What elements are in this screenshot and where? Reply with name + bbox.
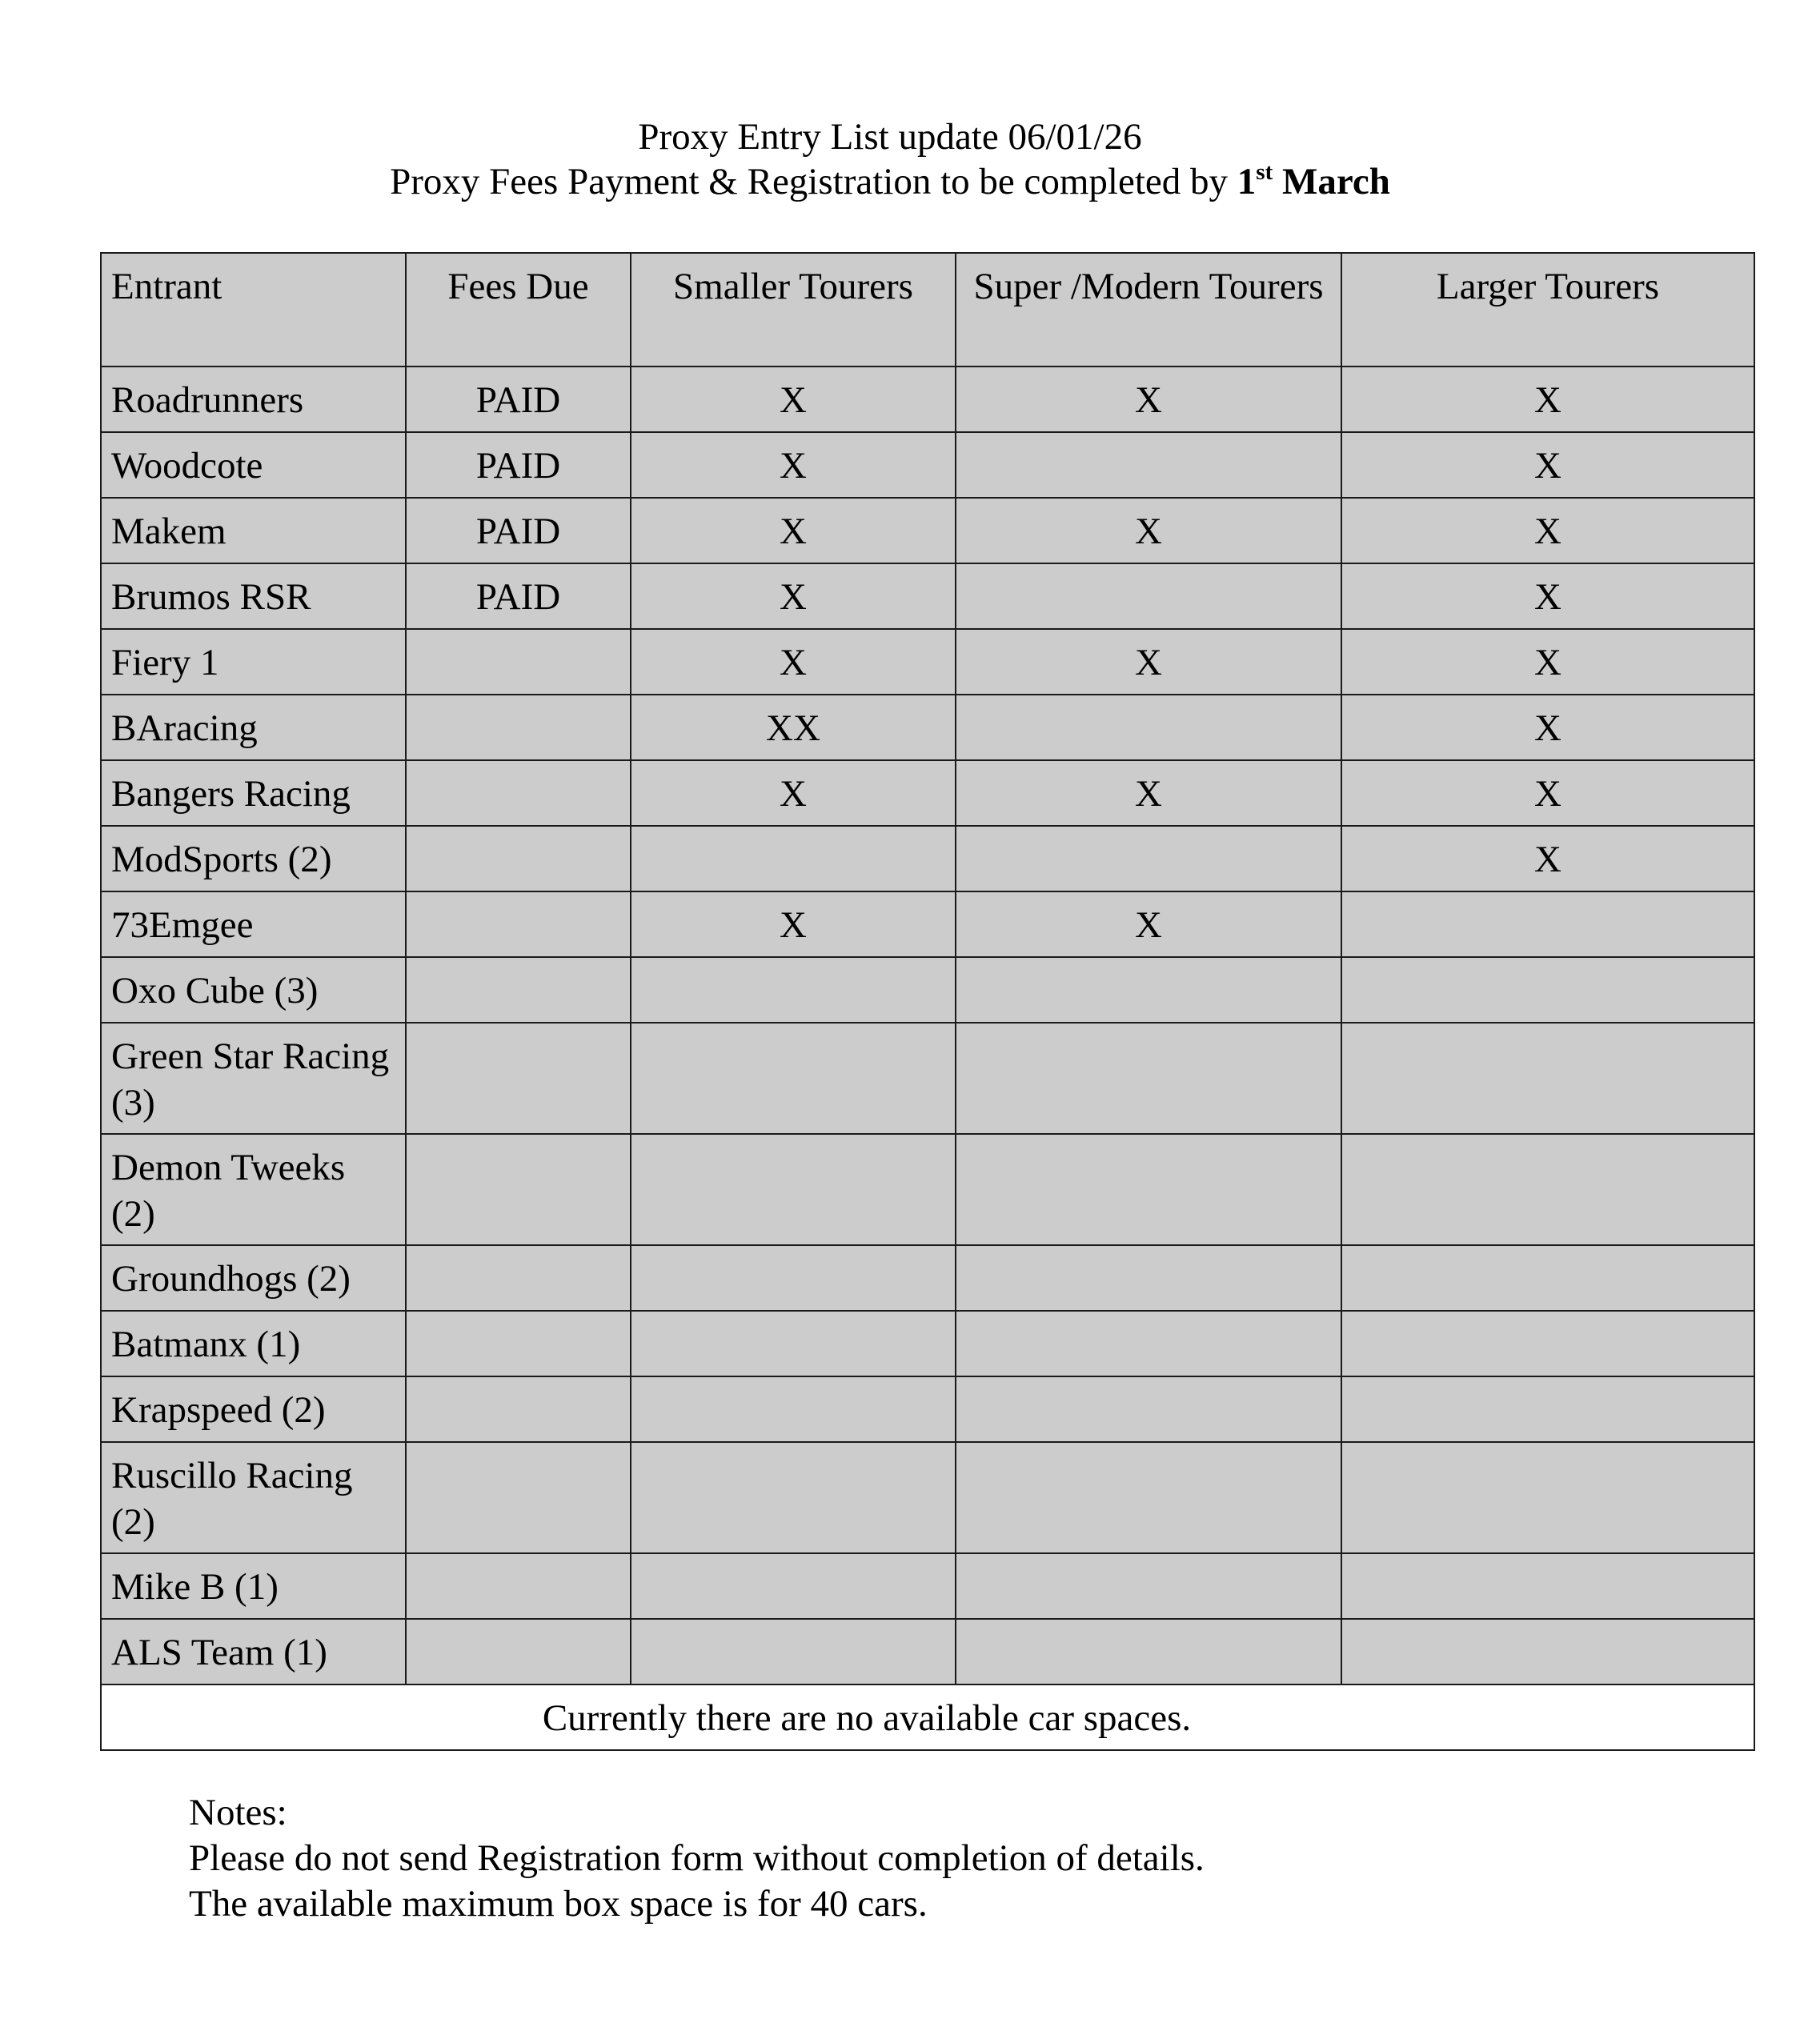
entrant-cell: Groundhogs (2) (101, 1245, 406, 1311)
entrant-cell: Oxo Cube (3) (101, 957, 406, 1023)
fees-due-cell: PAID (406, 367, 631, 432)
larger-tourers-cell (1341, 957, 1754, 1023)
super-modern-tourers-cell (956, 1553, 1341, 1619)
larger-tourers-cell: X (1341, 432, 1754, 498)
table-row (101, 1134, 1754, 1245)
entrant-cell: Ruscillo Racing (2) (101, 1442, 406, 1553)
fees-due-cell (406, 1311, 631, 1376)
table-row (101, 1245, 1754, 1311)
entrant-cell: Mike B (1) (101, 1553, 406, 1619)
super-modern-tourers-cell (956, 1442, 1341, 1553)
table-row (101, 629, 1754, 695)
column-header-super-modern-tourers: Super /Modern Tourers (956, 253, 1341, 367)
entrant-cell: BAracing (101, 695, 406, 760)
fees-due-cell (406, 1134, 631, 1245)
table-row (101, 1376, 1754, 1442)
availability-message (101, 1684, 1754, 1750)
fees-due-cell (406, 1023, 631, 1134)
entrant-cell: Green Star Racing (3) (101, 1023, 406, 1134)
larger-tourers-cell: X (1341, 826, 1754, 891)
smaller-tourers-cell: X (631, 563, 956, 629)
larger-tourers-cell (1341, 1311, 1754, 1376)
smaller-tourers-cell: XX (631, 695, 956, 760)
super-modern-tourers-cell (956, 1619, 1341, 1684)
smaller-tourers-cell (631, 1619, 956, 1684)
column-header-entrant: Entrant (101, 253, 406, 367)
table-row (101, 1023, 1754, 1134)
entrant-cell: Krapspeed (2) (101, 1376, 406, 1442)
notes-heading: Notes: (189, 1792, 287, 1833)
fees-due-cell (406, 1245, 631, 1311)
super-modern-tourers-cell: X (956, 367, 1341, 432)
larger-tourers-cell (1341, 1023, 1754, 1134)
entrant-cell: 73Emgee (101, 891, 406, 957)
super-modern-tourers-cell: X (956, 891, 1341, 957)
larger-tourers-cell (1341, 1553, 1754, 1619)
fees-due-cell (406, 1619, 631, 1684)
fees-due-cell (406, 957, 631, 1023)
column-header-larger-tourers: Larger Tourers (1341, 253, 1754, 367)
fees-due-cell: PAID (406, 563, 631, 629)
fees-due-cell (406, 695, 631, 760)
larger-tourers-cell (1341, 891, 1754, 957)
entrant-cell: Demon Tweeks (2) (101, 1134, 406, 1245)
smaller-tourers-cell (631, 1376, 956, 1442)
super-modern-tourers-cell (956, 432, 1341, 498)
entrant-cell: Roadrunners (101, 367, 406, 432)
larger-tourers-cell (1341, 1245, 1754, 1311)
smaller-tourers-cell: X (631, 891, 956, 957)
entrant-cell: ALS Team (1) (101, 1619, 406, 1684)
fees-due-cell (406, 629, 631, 695)
entrant-cell: ModSports (2) (101, 826, 406, 891)
super-modern-tourers-cell: X (956, 629, 1341, 695)
table-row (101, 432, 1754, 498)
note-line: Please do not send Registration form without completion of details. (189, 1837, 1205, 1879)
entrant-cell: Batmanx (1) (101, 1311, 406, 1376)
proxy-entry-table (100, 252, 1755, 1751)
larger-tourers-cell: X (1341, 760, 1754, 826)
entrant-cell: Woodcote (101, 432, 406, 498)
table-row (101, 1619, 1754, 1684)
availability-text: Currently there are no available car spaces. (542, 1697, 1192, 1739)
fees-due-cell (406, 760, 631, 826)
larger-tourers-cell (1341, 1442, 1754, 1553)
notes-section (189, 1790, 1205, 1927)
table-row (101, 1442, 1754, 1553)
note-line: The available maximum box space is for 40 cars. (189, 1883, 928, 1925)
column-header-fees-due: Fees Due (406, 253, 631, 367)
fees-due-cell (406, 1553, 631, 1619)
larger-tourers-cell: X (1341, 498, 1754, 563)
table-row (101, 760, 1754, 826)
table-footer-row (101, 1684, 1754, 1750)
fees-due-cell (406, 826, 631, 891)
smaller-tourers-cell (631, 1311, 956, 1376)
table-row (101, 367, 1754, 432)
entrant-cell: Makem (101, 498, 406, 563)
fees-due-cell: PAID (406, 498, 631, 563)
table-row (101, 1311, 1754, 1376)
smaller-tourers-cell (631, 1553, 956, 1619)
table-header-row (101, 253, 1754, 367)
table-row (101, 695, 1754, 760)
larger-tourers-cell (1341, 1619, 1754, 1684)
super-modern-tourers-cell (956, 957, 1341, 1023)
table-row (101, 957, 1754, 1023)
larger-tourers-cell: X (1341, 695, 1754, 760)
super-modern-tourers-cell (956, 1311, 1341, 1376)
fees-due-cell (406, 1442, 631, 1553)
smaller-tourers-cell (631, 1134, 956, 1245)
super-modern-tourers-cell (956, 1134, 1341, 1245)
table-row (101, 1553, 1754, 1619)
larger-tourers-cell: X (1341, 367, 1754, 432)
deadline-day-suffix: st (1256, 159, 1273, 185)
super-modern-tourers-cell (956, 563, 1341, 629)
larger-tourers-cell: X (1341, 563, 1754, 629)
entrant-cell: Fiery 1 (101, 629, 406, 695)
smaller-tourers-cell (631, 1442, 956, 1553)
table-row (101, 498, 1754, 563)
super-modern-tourers-cell (956, 1376, 1341, 1442)
deadline-subtitle (0, 159, 1800, 209)
smaller-tourers-cell (631, 1245, 956, 1311)
deadline-date (1237, 161, 1390, 202)
column-header-smaller-tourers: Smaller Tourers (631, 253, 956, 367)
entrant-cell: Brumos RSR (101, 563, 406, 629)
deadline-month: March (1273, 161, 1390, 202)
deadline-day: 1 (1237, 161, 1257, 202)
fees-due-cell: PAID (406, 432, 631, 498)
super-modern-tourers-cell (956, 826, 1341, 891)
deadline-prefix: Proxy Fees Payment & Registration to be completed by (390, 161, 1237, 202)
larger-tourers-cell (1341, 1376, 1754, 1442)
super-modern-tourers-cell: X (956, 498, 1341, 563)
super-modern-tourers-cell (956, 1245, 1341, 1311)
table-row (101, 891, 1754, 957)
fees-due-cell (406, 1376, 631, 1442)
smaller-tourers-cell: X (631, 367, 956, 432)
super-modern-tourers-cell (956, 1023, 1341, 1134)
smaller-tourers-cell: X (631, 629, 956, 695)
table-row (101, 563, 1754, 629)
larger-tourers-cell (1341, 1134, 1754, 1245)
smaller-tourers-cell: X (631, 760, 956, 826)
fees-due-cell (406, 891, 631, 957)
entrant-cell: Bangers Racing (101, 760, 406, 826)
table-row (101, 826, 1754, 891)
smaller-tourers-cell (631, 957, 956, 1023)
super-modern-tourers-cell: X (956, 760, 1341, 826)
smaller-tourers-cell: X (631, 498, 956, 563)
page-title: Proxy Entry List update 06/01/26 (638, 116, 1142, 158)
larger-tourers-cell: X (1341, 629, 1754, 695)
smaller-tourers-cell: X (631, 432, 956, 498)
super-modern-tourers-cell (956, 695, 1341, 760)
smaller-tourers-cell (631, 826, 956, 891)
smaller-tourers-cell (631, 1023, 956, 1134)
